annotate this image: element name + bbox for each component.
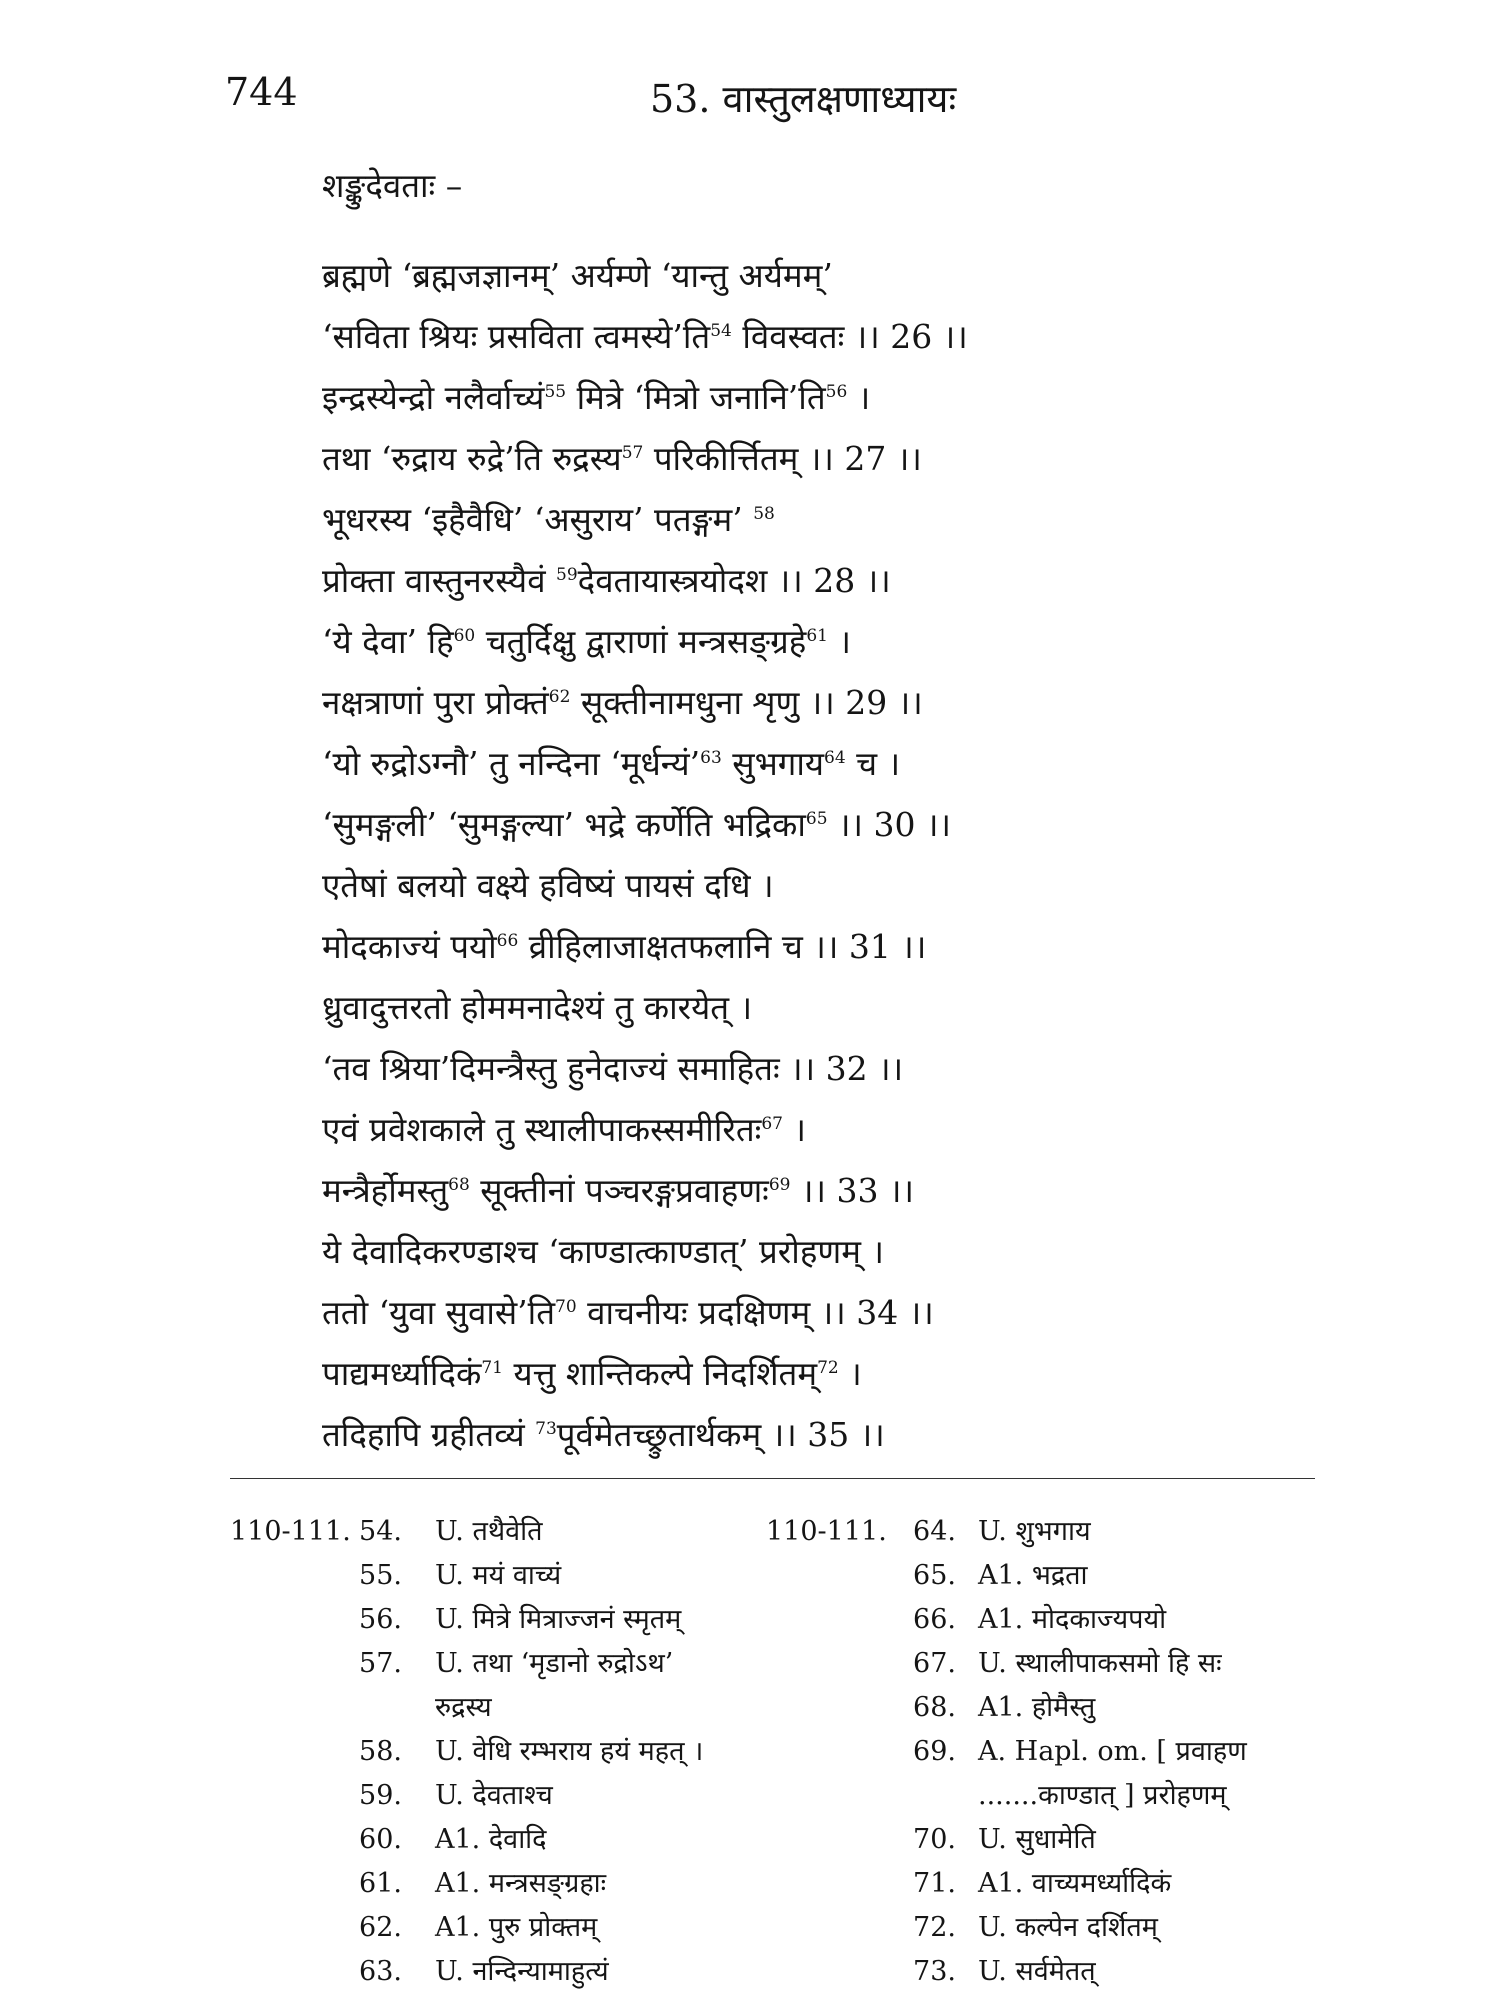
verse-line [322,428,1372,489]
verse-line [322,977,1372,1038]
footnote-entry [766,1818,1326,1862]
footnote-number: 64. [913,1516,956,1547]
verse-text: तदिहापि ग्रहीतव्यं [322,1415,536,1454]
footnote-text: U. वेधि रम्भराय हयं महत् । [435,1736,704,1767]
footnote-marker: 58 [753,504,775,524]
footnote-text: A1. मोदकाज्यपयो [978,1604,1167,1635]
footnote-entry [230,1686,750,1730]
verse-line [322,1343,1372,1404]
footnote-text: U. तथैवेति [435,1516,543,1547]
footnote-number: 72. [913,1912,956,1943]
verse-text: । [827,622,851,661]
verse-line [322,916,1372,977]
footnote-text: रुद्रस्य [435,1692,492,1723]
footnote-entry [766,1950,1326,1994]
footnote-entry [230,1598,750,1642]
verse-text: यत्तु शान्तिकल्पे निदर्शितम् [502,1354,818,1393]
verse-line [322,1404,1372,1465]
footnote-entry [230,1818,750,1862]
footnote-marker: 54 [710,321,732,341]
verse-text: सूक्तीनां पञ्चरङ्गप्रवाहणः [469,1171,769,1210]
verse-text: चतुर्दिक्षु द्वाराणां मन्त्रसङ्ग्रहे [475,622,807,661]
verse-text: । [847,378,871,417]
verse-text: सूक्तीनामधुना शृणु ।। 29 ।। [570,683,923,722]
footnote-text: A1. वाच्यमर्ध्यादिकं [978,1868,1172,1899]
footnote-marker: 68 [448,1175,470,1195]
footnote-entry [230,1862,750,1906]
footnote-marker: 66 [496,931,519,951]
footnote-entry [230,1950,750,1994]
verse-line [322,1282,1372,1343]
footnote-marker: 61 [806,626,828,646]
footnote-entry [230,1554,750,1598]
footnote-text: A1. देवादि [435,1824,547,1855]
footnote-number: 57. [359,1648,402,1679]
footnote-text: U. शुभगाय [978,1516,1091,1547]
footnote-marker: 65 [805,809,828,829]
footnote-entry [766,1774,1326,1818]
footnote-marker: 60 [453,626,476,646]
verse-text: ध्रुवादुत्तरतो होममनादेश्यं तु कारयेत् । [322,988,753,1027]
footnote-number: 61. [359,1868,402,1899]
footnote-marker: 70 [555,1297,577,1317]
footnote-entry [230,1774,750,1818]
footnote-text: U. मित्रे मित्राज्जनं स्मृतम् [435,1604,682,1635]
verse-text: वाचनीयः प्रदक्षिणम् ।। 34 ।। [576,1293,934,1332]
footnote-number: 65. [913,1560,956,1591]
footnote-text: U. कल्पेन दर्शितम् [978,1912,1158,1943]
footnotes-left-column [230,1510,750,1994]
verse-text: ये देवादिकरण्डाश्च ‘काण्डात्काण्डात्’ प्ररोहणम् । [322,1232,884,1271]
verse-line [322,1221,1372,1282]
footnote-number: 63. [359,1956,402,1987]
verse-text: ‘यो रुद्रोऽग्नौ’ तु नन्दिना ‘मूर्धन्यं’ [322,744,701,783]
footnote-entry [766,1598,1326,1642]
verse-text: च । [845,744,901,783]
footnote-rule [230,1478,1315,1479]
verse-text: ‘सविता श्रियः प्रसविता त्वमस्ये’ति [322,317,711,356]
footnote-text: U. सर्वमेतत् [978,1956,1096,1987]
verse-text: एवं प्रवेशकाले तु स्थालीपाकस्समीरितः [322,1110,762,1149]
footnotes-right-column [766,1510,1326,1994]
verse-text: ।। 33 ।। [790,1171,914,1210]
verse-line [322,672,1372,733]
footnote-number: 70. [913,1824,956,1855]
footnote-entry [766,1862,1326,1906]
footnote-marker: 63 [700,748,722,768]
footnote-number: 55. [359,1560,402,1591]
footnote-number: 66. [913,1604,956,1635]
footnote-number: 73. [913,1956,956,1987]
verse-block [322,245,1372,1465]
verse-text: ततो ‘युवा सुवासे’ति [322,1293,556,1332]
verse-text: मोदकाज्यं पयो [322,927,497,966]
footnote-text: .......काण्डात् ] प्ररोहणम् [978,1780,1227,1811]
footnote-marker: 69 [768,1175,791,1195]
verse-text: ‘ये देवा’ हि [322,622,454,661]
verse-line [322,245,1372,306]
verse-line [322,611,1372,672]
footnote-text: A1. मन्त्रसङ्ग्रहाः [435,1868,607,1899]
footnote-number: 71. [913,1868,956,1899]
footnote-number: 67. [913,1648,956,1679]
verse-text: । [783,1110,806,1149]
footnote-marker: 67 [761,1114,783,1134]
verse-line [322,489,1372,550]
verse-line [322,367,1372,428]
verse-line [322,1099,1372,1160]
footnote-number: 54. [359,1516,402,1547]
footnote-marker: 64 [824,748,846,768]
footnote-number: 68. [913,1692,956,1723]
footnote-entry [230,1642,750,1686]
footnote-entry [766,1510,1326,1554]
verse-line [322,733,1372,794]
verse-text: देवतायास्त्रयोदश ।। 28 ।। [577,561,891,600]
footnote-text: U. सुधामेति [978,1824,1096,1855]
verse-text: सुभगाय [721,744,825,783]
section-heading: शङ्कुदेवताः – [322,166,463,205]
footnote-text: U. तथा ‘मृडानो रुद्रोऽथ’ [435,1648,674,1679]
verse-text: पूर्वमेतच्छ्रुतार्थकम् ।। 35 ।। [556,1415,885,1454]
footnote-entry [766,1642,1326,1686]
footnote-marker: 71 [481,1358,503,1378]
footnote-text: A1. होमैस्तु [978,1692,1096,1723]
footnote-entry [230,1906,750,1950]
verse-text: व्रीहिलाजाक्षतफलानि च ।। 31 ।। [518,927,927,966]
footnote-entry [766,1906,1326,1950]
footnote-text: A. Hapl. om. [ प्रवाहण [978,1736,1247,1767]
footnote-marker: 59 [556,565,578,585]
verse-text: एतेषां बलयो वक्ष्ये हविष्यं पायसं दधि । [322,866,774,905]
footnote-verse-range: 110-111. [230,1516,351,1547]
running-title: 53. वास्तुलक्षणाध्यायः [650,77,957,121]
footnote-number: 58. [359,1736,402,1767]
footnote-number: 56. [359,1604,402,1635]
verse-text: ।। 30 ।। [827,805,952,844]
verse-text: प्रोक्ता वास्तुनरस्यैवं [322,561,557,600]
verse-text: पाद्यमर्ध्यादिकं [322,1354,482,1393]
verse-line [322,1038,1372,1099]
footnote-entry [230,1510,750,1554]
footnote-number: 62. [359,1912,402,1943]
footnote-text: U. नन्दिन्यामाहुत्यं [435,1956,609,1987]
footnote-marker: 55 [544,382,567,402]
footnote-number: 59. [359,1780,402,1811]
verse-line [322,855,1372,916]
footnote-text: A1. भद्रता [978,1560,1088,1591]
verse-text: ‘सुमङ्गली’ ‘सुमङ्गल्या’ भद्रे कर्णेति भद्रिका [322,805,806,844]
footnote-marker: 56 [825,382,848,402]
verse-line [322,794,1372,855]
verse-text: ‘तव श्रिया’दिमन्त्रैस्तु हुनेदाज्यं समाहितः ।। 32 ।। [322,1049,904,1088]
footnote-marker: 62 [548,687,571,707]
verse-line [322,550,1372,611]
footnote-number: 69. [913,1736,956,1767]
verse-line [322,306,1372,367]
footnote-text: U. मयं वाच्यं [435,1560,562,1591]
footnote-text: A1. पुरु प्रोक्तम् [435,1912,598,1943]
page-number: 744 [225,70,298,114]
verse-text: परिकीर्त्तितम् ।। 27 ।। [643,439,922,478]
verse-line [322,1160,1372,1221]
footnote-entry [766,1686,1326,1730]
footnote-text: U. देवताश्च [435,1780,553,1811]
footnote-entry [766,1730,1326,1774]
verse-text: तथा ‘रुद्राय रुद्रे’ति रुद्रस्य [322,439,622,478]
footnote-marker: 57 [621,443,644,463]
verse-text: भूधरस्य ‘इहैवैधि’ ‘असुराय’ पतङ्गम’ [322,500,754,539]
verse-text: इन्द्रस्येन्द्रो नलैर्वाच्यं [322,378,545,417]
verse-text: विवस्वतः ।। 26 ।। [731,317,968,356]
footnote-marker: 72 [817,1358,839,1378]
verse-text: नक्षत्राणां पुरा प्रोक्तं [322,683,549,722]
verse-text: मन्त्रैर्होमस्तु [322,1171,449,1210]
footnote-verse-range: 110-111. [766,1516,887,1547]
footnote-number: 60. [359,1824,402,1855]
verse-text: । [838,1354,862,1393]
footnote-entry [766,1554,1326,1598]
verse-text: ब्रह्मणे ‘ब्रह्मजज्ञानम्’ अर्यम्णे ‘यान्तु अर्यमम्’ [322,256,833,295]
verse-text: मित्रे ‘मित्रो जनानि’ति [566,378,826,417]
footnote-marker: 73 [535,1419,557,1439]
footnote-text: U. स्थालीपाकसमो हि सः [978,1648,1222,1679]
footnote-entry [230,1730,750,1774]
